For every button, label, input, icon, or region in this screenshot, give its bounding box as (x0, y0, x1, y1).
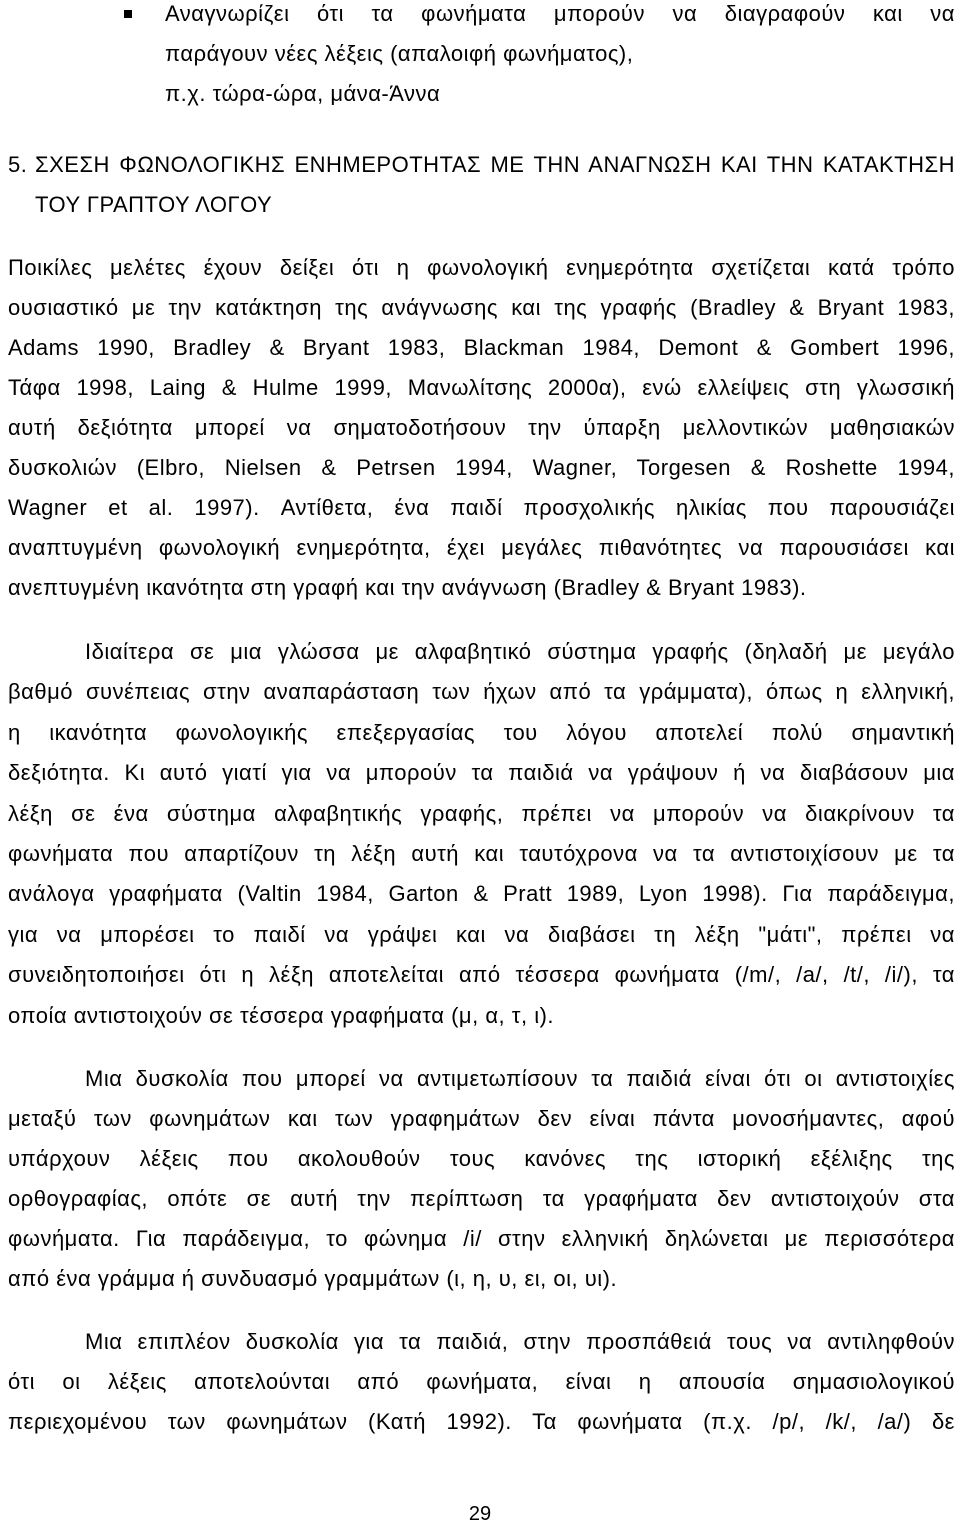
text-line: δεξιότητα. Κι αυτό γιατί για να μπορούν τα παιδιά να γράψουν ή να διαβάσουν μια (8, 760, 955, 786)
text-line: η ικανότητα φωνολογικής επεξεργασίας του λόγου αποτελεί πολύ σημαντική (8, 719, 955, 745)
text-line: Μια επιπλέον δυσκολία για τα παιδιά, στην προσπάθειά τους να αντιληφθούν (85, 1329, 955, 1354)
text-line: ορθογραφίας, οπότε σε αυτή την περίπτωση τα γραφήματα δεν αντιστοιχούν στα (8, 1186, 955, 1211)
text-line: συνειδητοποιήσει ότι η λέξη αποτελείται από τέσσερα φωνήματα (/m/, /a/, /t/, /i/), τα (8, 962, 955, 988)
paragraph-2 (8, 632, 955, 1036)
text-line: Wagner et al. 1997). Αντίθετα, ένα παιδί προσχολικής ηλικίας που παρουσιάζει (8, 495, 955, 520)
section-heading (35, 145, 955, 225)
text-line: ότι οι λέξεις αποτελούνται από φωνήματα, είναι η απουσία σημασιολογικού (8, 1369, 955, 1394)
text-line: Αναγνωρίζει ότι τα φωνήματα μπορούν να διαγραφούν και να (165, 1, 955, 26)
text-line: Τάφα 1998, Laing & Hulme 1999, Μανωλίτσης 2000α), ενώ ελλείψεις στη γλωσσική (8, 375, 955, 400)
text-line: περιεχομένου των φωνημάτων (Κατή 1992). Τα φωνήματα (π.χ. /p/, /k/, /a/) δε (8, 1409, 955, 1434)
text-line: μεταξύ των φωνημάτων και των γραφημάτων δεν είναι πάντα μονοσήμαντες, αφού (8, 1106, 955, 1131)
text-line: ανάλογα γραφήματα (Valtin 1984, Garton & Pratt 1989, Lyon 1998). Για παράδειγμα, (8, 881, 955, 907)
text-line: φωνήματα. Για παράδειγμα, το φώνημα /i/ στην ελληνική δηλώνεται με περισσότερα (8, 1226, 955, 1251)
text-line: βαθμό συνέπειας στην αναπαράσταση των ήχων από τα γράμματα), όπως η ελληνική, (8, 679, 955, 705)
text-line: φωνήματα που απαρτίζουν τη λέξη αυτή και ταυτόχρονα να τα αντιστοιχίσουν με τα (8, 840, 955, 866)
text-line: Ποικίλες μελέτες έχουν δείξει ότι η φωνολογική ενημερότητα σχετίζεται κατά τρόπο (8, 255, 955, 280)
square-bullet-icon (124, 10, 132, 18)
text-line: ουσιαστικό με την κατάκτηση της ανάγνωσης και της γραφής (Bradley & Bryant 1983, (8, 295, 955, 320)
text-line: αυτή δεξιότητα μπορεί να σηματοδοτήσουν την ύπαρξη μελλοντικών μαθησιακών (8, 415, 955, 440)
text-line: οποία αντιστοιχούν σε τέσσερα γραφήματα (μ, α, τ, ι). (8, 1002, 555, 1028)
text-line: Adams 1990, Bradley & Bryant 1983, Blackman 1984, Demont & Gombert 1996, (8, 335, 955, 360)
text-line: ΣΧΕΣΗ ΦΩΝΟΛΟΓΙΚΗΣ ΕΝΗΜΕΡΟΤΗΤΑΣ ΜΕ ΤΗΝ ΑΝΑΓΝΩΣΗ ΚΑΙ ΤΗΝ ΚΑΤΑΚΤΗΣΗ (35, 152, 955, 177)
text-line: ΤΟΥ ΓΡΑΠΤΟΥ ΛΟΓΟΥ (35, 192, 273, 217)
text-line: υπάρχουν λέξεις που ακολουθούν τους κανόνες της ιστορική εξέλιξης της (8, 1146, 955, 1171)
bullet-text (165, 0, 955, 114)
section-number: 5. (8, 152, 28, 177)
text-line: λέξη σε ένα σύστημα αλφαβητικής γραφής, πρέπει να μπορούν να διακρίνουν τα (8, 800, 955, 826)
paragraph-3 (8, 1059, 955, 1299)
page-number: 29 (468, 1503, 492, 1525)
paragraph-1 (8, 248, 955, 608)
text-line: Μια δυσκολία που μπορεί να αντιμετωπίσουν τα παιδιά είναι ότι οι αντιστοιχίες (85, 1066, 955, 1091)
text-line: π.χ. τώρα-ώρα, μάνα-Άννα (165, 81, 441, 106)
text-line: για να μπορέσει το παιδί να γράψει και να διαβάσει τη λέξη "μάτι", πρέπει να (8, 921, 955, 947)
text-line: Ιδιαίτερα σε μια γλώσσα με αλφαβητικό σύστημα γραφής (δηλαδή με μεγάλο (85, 639, 955, 664)
paragraph-4 (8, 1322, 955, 1442)
text-line: δυσκολιών (Elbro, Nielsen & Petrsen 1994, Wagner, Torgesen & Roshette 1994, (8, 455, 955, 480)
text-line: ανεπτυγμένη ικανότητα στη γραφή και την ανάγνωση (Bradley & Bryant 1983). (8, 575, 807, 600)
text-line: αναπτυγμένη φωνολογική ενημερότητα, έχει μεγάλες πιθανότητες να παρουσιάσει και (8, 535, 955, 560)
text-line: παράγουν νέες λέξεις (απαλοιφή φωνήματος), (165, 41, 634, 66)
text-line: από ένα γράμμα ή συνδυασμό γραμμάτων (ι, η, υ, ει, οι, υι). (8, 1266, 618, 1291)
